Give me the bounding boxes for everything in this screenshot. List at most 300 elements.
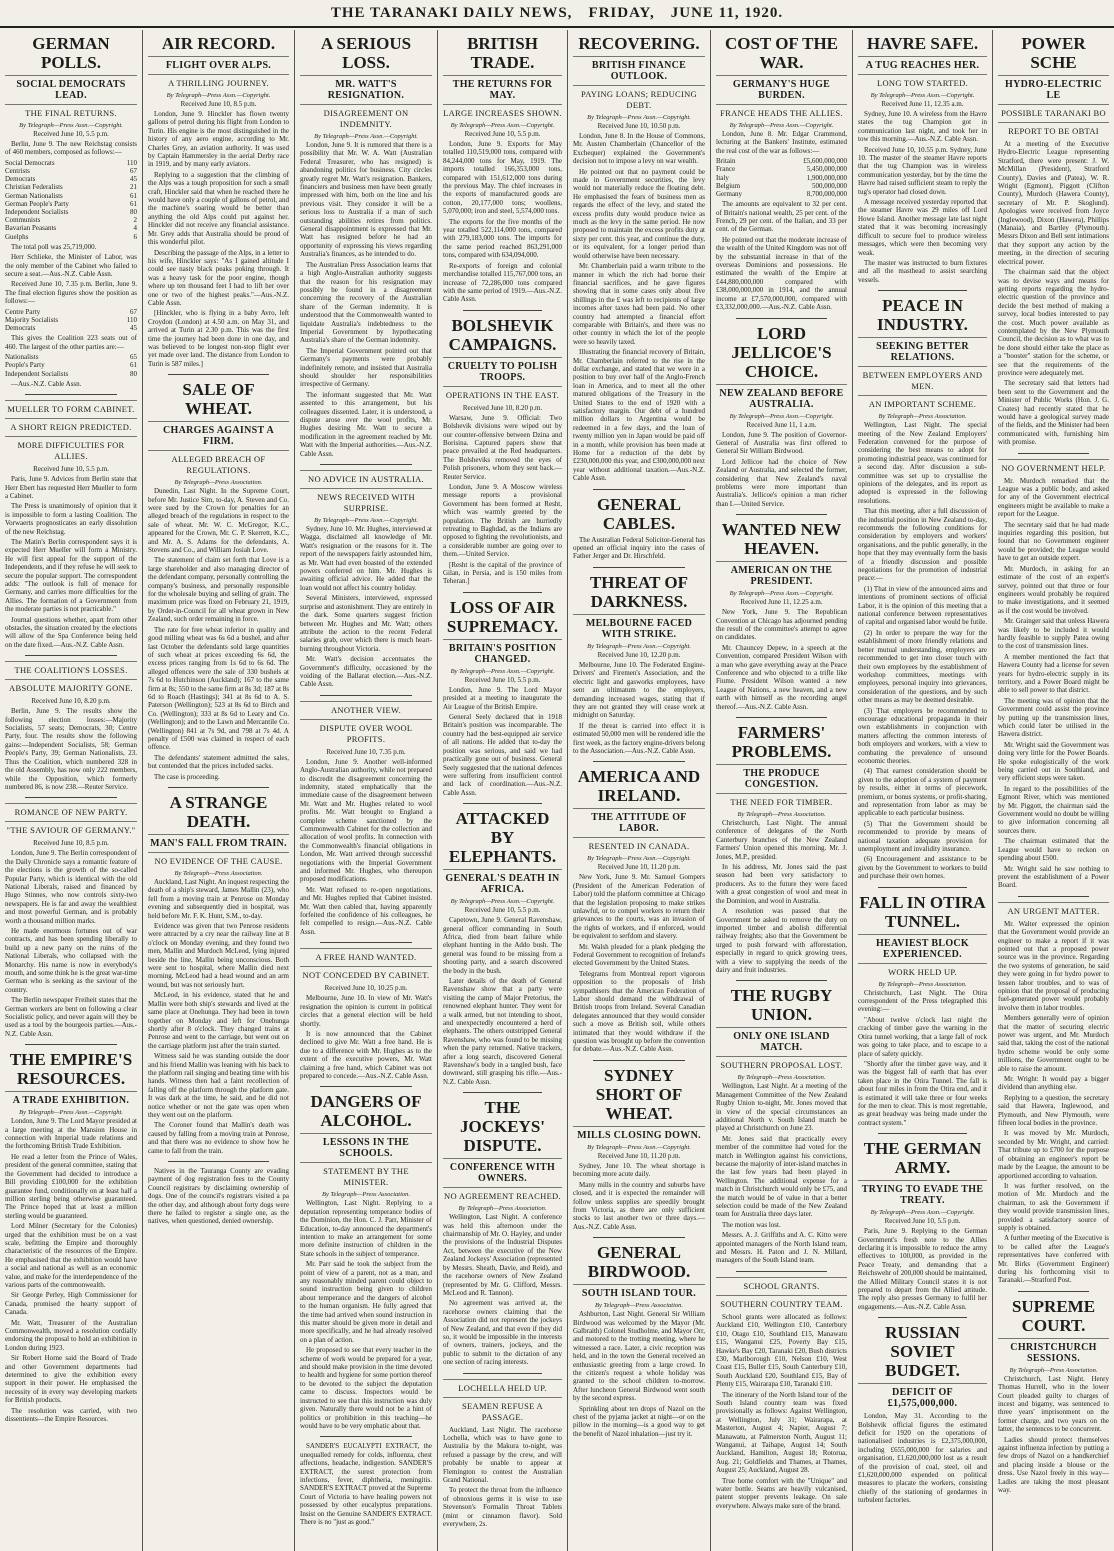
article-subheading: A SHORT REIGN PREDICTED. [5,418,137,433]
results-label: Christian Federalists [5,183,63,192]
article-divider [736,514,827,515]
article-paragraph: London, June 9. Another well-informed Anglo-Australian authority, while not prepared to discredit the disagreement concerning the indemnity, stated emphatically that the immediate cause of the disagreement between Mr. Watt and Mr. Hughes related to wool profits. Mr. Watt brought to England a complete scheme sanctioned by the Commonwealth Cabinet for the collection and allocation of wool profits. In connection with the Commonwealth's financial obligations in London, Mr. Watt arrived through successful negotiations with the Imperial Government and informed Mr. Hughes, who thereupon proposed modifications. [300,757,432,884]
article-subheading: SCHOOL GRANTS. [716,1277,847,1292]
article-subheading: STATEMENT BY THE MINISTER. [300,1162,432,1188]
article-subheading: THE RETURNS FOR MAY. [443,75,562,101]
results-value: £5,600,000,000 [803,157,847,166]
article [858,1139,987,1311]
article-body [443,686,562,797]
article-paragraph: He pointed out that no payment could be made in Government securities, the levy would not materially reduce the floating debt. He emphasised the fears of business men as regards the effect of the levy, and stated the excess profits duty would produce twice as much as the levy in the same period. He now proposed to maintain the excess profits duty at sixty per cent. this year, and continue the duty, or its equivalent, for a longer period than would otherwise have been necessary. [573,167,705,260]
article [300,1442,432,1526]
results-row [5,159,137,167]
article-byline: By Telegraph—Press Assn.—Copyright. [19,1109,123,1117]
article-byline: By Telegraph—Press Assn.—Copyright. [587,642,691,650]
article-subheading: RESENTED IN CANADA. [573,837,705,852]
article-paragraph: SANDER'S EUCALYPTI EXTRACT, the unequalled remedy for colds, influenza, chest affections, headache, indigestion. SANDER'S EXTRACT, the surest protection from infections, fever, diphtheria, meningitis. SANDER'S EXTRACT proved at the Supreme Court of Victoria to have healing powers not possessed by other eucalyptus preparations. Insist on the Genuine SANDER'S EXTRACT. There is no "just as good." [300,1442,432,1526]
article-divider [736,318,827,319]
article-subheading: TRYING TO EVADE THE TREATY. [858,1180,987,1206]
article-body [858,1412,987,1504]
article [858,296,987,881]
article [858,893,987,1128]
article-body [148,878,289,1155]
article-paragraph: The chairman estimated that the League would have to reckon on spending about £500. [998,837,1109,863]
column-4 [438,30,568,1551]
article [300,701,432,937]
article [148,34,289,368]
article-headline: THE EMPIRE'S RESOURCES. [9,1050,133,1089]
article [573,1243,705,1438]
results-row [716,190,847,198]
article-paragraph: A further meeting of the Executive is to be called after the League's representatives have conferred with Mr. Birks (Government Engineer) during his forthcoming visit to Taranaki.—Stratford Post. [998,1234,1109,1285]
article-body [858,989,987,1128]
results-value: 1,900,000,000 [806,173,847,182]
results-label: Centrists [5,167,30,176]
article-paragraph: At a meeting of the Executive Hydro-Electric League representing Stratford, there were present: J. W. McMillan (President), Stratford County), Davies and (Patea), W. R. Wright (Egmont), Piggott (Clifton County), Murdoch (Hawera County), secretary of Mr. P. Skoglund). Apologies were received from Joyce (Inglewood), Dixon (Hawera), Phillips (Manaia), and Bartley (Plymouth). Messrs Dixon and Bell sent intimations that they support any action by the meeting, in the direction of securing electrical power. [998,140,1109,266]
results-value: 65 [130,353,137,362]
article-byline: By Telegraph—Press Association. [737,1074,826,1082]
results-value: 6 [133,232,137,241]
results-row [5,224,137,232]
article-paragraph: McLeod, in his evidence, stated that he and Mallin were both ship's stewards and lived at the same place at Onehunga. They had been in town together on Monday and left for Onehunga shortly after 8 o'clock. They changed trains at Penrose and went to the carriage, but went out on the carriage platform just after the train started. [148,991,289,1050]
article-divider [878,1317,967,1318]
article-paragraph: Received June 10, 7.35 p.m. Berlin, June 9. The final election figures show the position as follows:— [5,280,137,306]
article-body [300,1199,432,1430]
column-5 [568,30,711,1551]
article-subheading: CRUELTY TO POLISH TROOPS. [443,357,562,383]
article-received-time: Received June 10, 5.5 p.m. [464,906,541,915]
article-subheading: LOCHELLA HELD UP. [443,1379,562,1394]
article-body [998,920,1109,1285]
article-paragraph: The informant suggested that Mr. Watt assented to this arrangement, but his colleagues dissented. Later, it is understood, a dispute arose over the wool profits, Mr. Hughes desiring Mr. Watt to secure a modification in the agreement reached by Mr. Watt with the Imperial authorities.—Aus.-N.Z. Cable Assn. [300,390,432,458]
article-divider [25,655,117,656]
results-row [5,183,137,191]
article-paragraph: It was further resolved, on the motion of Mr. Murdoch and the chairman, to ask the Government if they would provide transmission lines, provided a satisfactory source of supply is obtained. [998,1181,1109,1232]
article-paragraph: Natives in the Tauranga County are evading payment of dog registration fees to the County Council registrars by disclaiming ownership of dogs. One of the council's registrars visited a pa the other day, and although about forty dogs were there he failed to register a single one, as the natives, when questioned, denied ownership. [148,1167,289,1226]
article [716,1277,847,1510]
article-body [998,1375,1109,1495]
results-table [5,353,137,378]
article-body [716,608,847,711]
article-divider [320,942,412,943]
article-paragraph: Mr. Grainger said that unless Hawera was likely to be included it would hardly feasible to supply Patea owing to the cost of transmission lines. [998,617,1109,651]
article-subheading: CONFERENCE WITH OWNERS. [443,1158,562,1184]
article-headline: FALL IN OTIRA TUNNEL. [859,892,986,931]
article-paragraph: The case is proceeding. [154,772,220,781]
article-paragraph: The statement of claim set forth that Love is a large shareholder and also managing director of the defendant company, personally controlling the company's business, and personally responsible for the wholesale buying and selling of grain. The maximum price was fixed on February 21, 1919, by Order-in-Council for all wheat grown in New Zealand, such order remaining in force. [148,556,289,624]
article [573,34,705,483]
article-headline: RUSSIAN SOVIET BUDGET. [885,1323,960,1381]
article-paragraph: Mr. Wright said he saw nothing to prevent the establishment of a Power Board. [998,864,1109,890]
article-paragraph: Mr. Murdoch, in asking for an estimate of the cost of an expert's survey, pointed out that three or four engineers would probably be required to make investigations, and it seemed as if the cost would be involved. [998,564,1109,615]
article-paragraph: Describing the passage of the Alps, in a letter to his wife, Hinckler says: "As I gained altitude I could see nasty black peaks poking through. It was a heavy task for the poor engine, though where up ten thousand feet I had to lift her over one or two of the highest peaks."—Aus.-N.Z. Cable Assn. [148,248,289,307]
article-paragraph: No agreement was arrived at, the racehorse owners claiming that the Association did not represent the jockeys of New Zealand, and that even if they did so, it would be impossible in the interests of owners, trainers, jockeys, and the public to submit to the dictation of any one section of racing interests. [443,1299,562,1367]
article-paragraph: New York, June 9. The Republican Convention at Chicago has adjourned pending the result of the committee's attempt to agree on candidates. [716,608,847,642]
article [998,1297,1109,1495]
article [300,470,432,689]
article-headline: LOSS OF AIR SUPREMACY. [446,597,559,636]
article-subheading: PAYING LOANS; REDUCING DEBT. [573,85,705,111]
article-body [716,1082,847,1265]
article-subheading: NEWS RECEIVED WITH SURPRISE. [300,488,432,514]
article-byline: By Telegraph—Press Association. [174,870,263,877]
article-headline: BOLSHEVIK CAMPAIGNS. [448,315,557,354]
article-paragraph: Illustrating the financial recovery of Britain, Mr. Chamberlain referred to the rise in the dollar exchange, and stated that we were in a position to buy over half of the Anglo-French loan in America, and to meet all the other matured obligations of the Treasury in the United States to the end of 1920 with a satisfactory margin. Our debt of a hundred million dollars to Argentina would be redeemed in a few days, and the loan of twenty million yen in Japan would be paid off in a month, while provision has been made at Home for a reduction of the debt by £230,000,000 this year, and £300,000,000 next year without additional taxation.—Aus.-N.Z. Cable Assn. [573,348,705,483]
results-value: 67 [130,307,137,316]
results-label: Democrats [5,175,36,184]
results-label: Social Democrats [5,158,55,167]
article-byline: By Telegraph—Press Assn.—Copyright. [19,122,123,129]
article-paragraph: Mr. Chamberlain paid a warm tribute to the manner in which the rich had borne their financial sacrifices, and he gave figures showing that in some cases only about five shillings in the £ was left to recipients of large incomes after taxes had been paid. No other country had attempted a financial effort comparable with Britain's, and there was no other country in which the lot of the people were so heavily taxed. [573,262,705,346]
article-body [858,1227,987,1311]
article-headline: A STRANGE DEATH. [169,793,268,831]
results-value: 80 [130,369,137,378]
article [5,803,137,1038]
article-paragraph: Paris, June 9. Replying to the German Government's fresh note to the Allies declaring it is impossible to reduce the army effectives to 100,000, as provided in the Peace Treaty, and demanding that a Reichswehr of 200,000 should be maintained, the Allied Military Council states it is not prepared to depart from the Allied attitude. The reply also presses Germany to fulfil her engagements.—Aus.-N.Z. Cable Assn. [858,1227,987,1311]
article-paragraph: The Coroner found that Mallin's death was caused by falling from a moving train at Penrose, and that there was no evidence to show how he came to fall from the train. [148,1121,289,1155]
article-subheading: MUELLER TO FORM CABINET. [5,400,137,415]
article [300,948,432,1080]
article-subheading: A FREE HAND WANTED. [300,948,432,963]
article-divider [736,717,827,718]
article-paragraph: That this meeting, after a full discussion of the industrial position in New Zealand to-day, recommends the following conditions for consideration by employers and workers' organisations, and the public generally, in the hope that they may eventually form the basis of a friendly discussion and possible negotiations for the promotion of industrial peace:— [858,507,987,583]
article-divider [878,290,967,291]
column-8 [993,30,1114,1551]
results-value: 61 [130,191,137,200]
masthead-title: THE TARANAKI DAILY NEWS, [330,4,573,21]
article-paragraph: (4) That earnest consideration should be given to the adoption of a system of payment by results, either in terms of piecework, premium, or bonus systems, or profit-sharing, and representation from labor as may be applicable to each particular business. [858,767,987,818]
article-paragraph: Later details of the death of General Ravenshaw show that a party were visiting the camp of Major Pretorius, the renowned elephant hunter. They went for a walk armed, but not intending to shoot, and unexpectedly encountered a herd of elephants. The others outstripped General Ravenshaw, who was found to be missing when the party returned. Native trackers, after a long search, discovered General Ravenshaw's body in a tangled bush, face downward, still grasping his rifle.—Aus.-N.Z. Cable Assn. [443,976,562,1086]
results-label: Communists [5,216,41,225]
article-received-time: Received June 11, 12.25 a.m. [740,598,823,607]
article-paragraph: The master was instructed to burn fixtures and all the masthead to assist searching vessels. [858,258,987,284]
results-label: Independent Socialists [5,208,69,217]
results-label: Italy [716,173,729,182]
article-subheading: DISPUTE OVER WOOL PROFITS. [300,719,432,745]
masthead-day: FRIDAY, [588,4,655,21]
results-value: 8,700,000,000 [806,190,847,199]
results-table [5,159,137,241]
results-value: 61 [130,361,137,370]
article-subheading: POSSIBLE TARANAKI BO [998,104,1109,119]
article-body [573,873,705,1054]
article-paragraph: London, June 9. The Berlin correspondent of the Daily Chronicle says a romantic feature of the elections is the growth of the so-called Popular Party, which is identical with the old National Liberals, raised and financed by Hugo Stinnes, who now controls sixty-two newspapers. He is far and away the wealthiest and most powerful German, and is probably worth a thousand million marks. [5,849,137,925]
article-received-time: Received June 10, 5.5 p.m. [884,1217,961,1226]
article-paragraph: The defendants' statement admitted the sales, but contended that the prices included sacks. [148,753,289,771]
article-paragraph: London, June 8. Mr. Edgar Crammond, lecturing at the Bankers' Institute, estimated the real cost of the war as follows:— [716,130,847,155]
results-row [716,174,847,182]
article-received-time: Received June 10, 5.5 p.m. [464,130,541,138]
article-subheading: REPORT TO BE OBTAI [998,122,1109,137]
article-paragraph: Lord Jellicoe had the choice of New Zealand or Australia, and selected the former, considering that New Zealand's naval problems were more important than Australia's. Jellicoe's opinion a man richer than I.—United Service. [716,457,847,508]
article-subheading: BETWEEN EMPLOYERS AND MEN. [858,366,987,392]
article-body [573,132,705,483]
article-paragraph: The amounts are equivalent to 32 per cent. of Britain's national wealth, 25 per cent. of the French, 29 per cent. of the Italian, and 33 per cent. of the German. [716,200,847,234]
results-label: Bavarian Peasants [5,224,57,233]
results-value: 45 [130,324,137,333]
article-paragraph: Ladies should protect themselves against influenza infection by putting a few drops of Nazol on a handkerchief and placing inside a blouse or the dress. Use Nazol freely in this way—Ladies are taking the most pleasant way. [998,1435,1109,1495]
article-subheading: GENERAL'S DEATH IN AFRICA. [443,869,562,895]
article-paragraph: True home comfort with the "Unique" and water bottle. Seams are heavily vulcanised, patent stopper prevents leakage. On sale everywhere. Always make sure of the brand. [716,1476,847,1510]
article-paragraph: To protect the throat from the influence of obnoxious germs it is wise to use Stevenson's Formalin Throat Tablets (mint or cinnamon flavor). Sold everywhere, 2s. [443,1486,562,1529]
article-paragraph: The Berlin newspaper Freiheit states that the German workers are bent on following a clear Socialistic policy, and never again will they be used as a tool by the bourgeois parties.—Aus.-N.Z. Cable Assn. [5,996,137,1038]
article-paragraph: Melbourne, June 10. In view of Mr. Watt's resignation the opinion is current in political circles that a general election will be held shortly. [300,994,432,1028]
article-subheading: MILLS CLOSING DOWN. [573,1126,705,1141]
results-label: Britain [716,157,736,166]
article-byline: By Telegraph—Press Assn.—Copyright. [450,898,555,906]
article-body [443,916,562,1086]
results-row [5,353,137,361]
article-paragraph: "About twelve o'clock last night the cracking of timber gave the warning in the Otira tunnel working, that a large fall of rock was going to take place, and to escape to a place of safety quickly. [858,1015,987,1058]
article-paragraph: Replying to a suggestion that the climbing of the Alps was a tough proposition for such a small craft, Hinckler said that when he reached there he would have only a couple of gallons of petrol, and the machine's soaring would be better than anything the old Alps could put against her. Hinckler did not receive any financial assistance. Mr. Grey adds that Australia should be proud of this wonderful pilot. [148,170,289,247]
article-headline: FARMERS' PROBLEMS. [731,723,832,762]
article-byline: By Telegraph—Press Association. [878,980,967,988]
article-headline: WANTED NEW HEAVEN. [721,520,842,559]
article-divider [593,489,685,490]
article [300,1092,432,1430]
article-body [858,110,987,284]
article-subheading: A THRILLING JOURNEY. [148,74,289,89]
article-paragraph: The secretary said that he had made inquiries regarding this position, but found that no Government engineer would be provided; the League would have to get an outside expert. [998,520,1109,563]
article-headline: GENERAL CABLES. [596,494,682,533]
results-row [5,324,137,332]
article-headline: GERMAN POLLS. [32,34,110,72]
results-label: Guelphs [5,232,29,241]
results-label: German People's Party [5,199,69,208]
article-subheading: NEW ZEALAND BEFORE AUSTRALIA. [716,384,847,410]
results-value: 21 [130,183,137,192]
article-paragraph: The exports for the five months of the year totalled 522,114,000 tons, compared with 279,183,000 tons. The imports for the same period reached 863,291,000 tons, compared with 634,094,000. [443,217,562,260]
results-value: 67 [130,167,137,176]
article [443,1098,562,1366]
article-headline: SALE OF WHEAT. [182,380,255,419]
article-paragraph: Sydney, June 10. The wheat shortage is becoming more acute daily. [573,1161,705,1179]
article-divider [320,695,412,696]
article-paragraph: Members generally were of opinion that the matter of securing electric power was urgent, and Mr. Murdoch said that, taking the cost of the national hydro scheme would be only some millions, the Government ought to be able to raise the amount. [998,1014,1109,1073]
article-paragraph: The secretary said that letters had been sent to the Government and the Minister of Public Works (Hon. J. G. Coates) had recently stated that he would have a geological survey made of the fields, and the Minister had been communicated with, furnishing him with promise. [998,379,1109,447]
article-received-time: Received June 10, 10.50 p.m. [597,122,681,130]
article [148,1167,289,1226]
article [5,1050,137,1423]
article-paragraph: Mr. Wright said the Government was doing very little for the Power Boards. He spoke eulogistically of the work being carried out in Southland, and very efficient steps were taken. [998,740,1109,783]
article-byline: By Telegraph—Press Association. [458,1205,547,1213]
article-received-time: Received June 10, 5.5 p.m. [464,675,541,684]
article-headline: AIR RECORD. [161,34,276,53]
article-received-time: Received June 10, 11.20 p.m. [597,863,681,872]
article-divider [25,394,117,395]
article-paragraph: A resolution was passed that the Government be asked to remove the duty on imported timber and abolish differential railway freights; also that the Government be urged to push forward with afforestation, especially in regard to quick growing trees, with a view to supplying the needs of the dairy and fruit industries. [716,907,847,974]
article-paragraph: Journal questions whether, apart from other obstacles, the situation created by the elections will allow of the Spa Conference being held on the date fixed.—Aus.-N.Z. Cable Assn. [5,615,137,649]
article-divider [463,592,542,593]
article-body [300,525,432,689]
results-label: People's Party [5,361,45,370]
article-paragraph: He read a letter from the Prince of Wales, president of the general committee, stating that the Government had decided to introduce a Bill providing £100,000 for the exhibition guarantee fund, conditionally on at least half a million sterling being otherwise guaranteed. The Prince hoped that at least a million sterling would be guaranteed. [5,1152,137,1220]
article-subheading: HEAVIEST BLOCK EXPERIENCED. [858,934,987,960]
article-byline: By Telegraph—Press Assn.—Copyright. [587,1143,691,1151]
article-paragraph: Evidence was given that two Penrose residents were attracted by a cry near the railway line at 8 o'clock on Monday evening, and they found two men, Mallin and Murdoch McLeod, lying injured beside the line, Mallin being unconscious. Both were sent to hospital, where Mallin died next morning. McLeod had a head wound and an arm wound, but was not seriously hurt. [148,922,289,989]
article-divider [593,1237,685,1238]
article [716,723,847,974]
results-value: 110 [126,158,137,167]
article-paragraph: The resolution was carried, with two dissentients—the Empire Resources. [5,1406,137,1424]
article-paragraph: Several Ministers, interviewed, expressed surprise and astonishment. They are entirely in the dark. Some quarters suggest friction between Mr. Hughes and Mr. Watt; others attribute the action to the recent Federal salaries grab, over which there is much heart-burning throughout Victoria. [300,594,432,653]
article-paragraph: Christchurch, Last Night. The Otira correspondent of the Press telegraphed this evening:— [858,988,987,1014]
article-headline: SUPREME COURT. [1011,1296,1096,1335]
results-label: Independent Socialists [5,369,69,378]
article-divider [593,567,685,568]
results-value: 80 [130,208,137,217]
article-paragraph: Capetown, June 9. General Ravenshaw, general officer commanding in South Africa, died from heart failure while elephant hunting in the Addo bush. The general was found to be missing from a shooting party, and a search discovered the body in the bush. [443,916,562,975]
article-byline: By Telegraph—Press Assn.—Copyright. [729,590,834,598]
article-paragraph: Christchurch, Last Night. Henry Thomas Hurrell, who in the lower Court pleaded guilty to charges of incest and bigamy, was sentenced to three years' imprisonment on the former charge, and two years on the latter, the sentences to be concurrent. [998,1374,1109,1434]
results-value: 110 [126,315,137,324]
article-subheading: SOUTHERN PROPOSAL LOST. [716,1056,847,1071]
article-paragraph: In regard to the possibilities of the Egmont River, which was mentioned by Mr. Piggott, the chairman said the Government would no doubt be willing to give information concerning all sources there. [998,784,1109,835]
article [300,34,432,458]
article-byline: By Telegraph—Press Association. [1009,1366,1098,1374]
article [998,34,1109,447]
article-headline: PEACE IN INDUSTRY. [877,296,968,335]
article-paragraph: London, June 8. In the House of Commons, Mr. Austen Chamberlain (Chancellor of the Exchequer) explained the Government's decision not to impose a levy on war wealth. [573,132,705,166]
article-headline: RECOVERING. [578,34,700,53]
article-subheading: THE ATTITUDE OF LABOR. [573,808,705,834]
article-body [300,758,432,937]
results-row [716,165,847,173]
results-row [5,308,137,316]
article [573,495,705,561]
article-paragraph: Auckland, Last Night. The racehorse Lochella, which was to have gone to Australia by the Makura to-night, was refused a passage by the crew, and will probably be unable to appear at Flemington to contest the Australian Grand National. [443,1425,562,1484]
article-divider [463,1373,542,1374]
article-divider [1018,896,1089,897]
article-headline: A SERIOUS LOSS. [320,34,412,72]
article-subheading: AN URGENT MATTER. [998,902,1109,917]
article-divider [736,1271,827,1272]
article-subheading: LESSONS IN THE SCHOOLS. [300,1133,432,1159]
article-subheading: AMERICAN ON THE PRESIDENT. [716,561,847,587]
results-row [5,316,137,324]
article-paragraph: A member mentioned the fact that Hawera County had a license for seven years for hydro-electric supply in its territory, and a Power Board might be able to sell power to that district. [998,652,1109,695]
article-paragraph: [Resht is the capital of the province of Gilan, in Persia, and is 150 miles from Teheran.] [443,560,562,586]
results-label: Nationalists [5,353,39,362]
article-divider [593,761,685,762]
results-label: Germany [716,190,743,199]
article-body [573,536,705,561]
article-subheading: THE NEED FOR TIMBER. [716,793,847,808]
article-paragraph: (5) That the Government should be recommended to provide by means of national taxation adequate provision for unemployment and invalidity insurance. [858,819,987,854]
article-subheading: MAN'S FALL FROM TRAIN. [148,834,289,849]
article-subheading: MELBOURNE FACED WITH STRIKE. [573,614,705,640]
article-paragraph: Berlin, June 9. The new Reichstag consists of 460 members, composed as follows:— [5,140,137,157]
article-paragraph: The Matin's Berlin correspondent says it is expected Herr Mueller will form a Ministry. He will first appeal for the support of the Independents, and if they refuse he will seek to secure the popular support. The correspondent adds: "The outlook is full of menace for Germany, and carries more difficulties for the Allies. The formation of a Government from the moderate parties is not practicable." [5,537,137,614]
article-body [5,707,137,791]
results-value: 45 [130,175,137,184]
article-byline: By Telegraph—Press Assn.—Copyright. [450,667,555,675]
article-paragraph: The meeting was of opinion that the Government could assist the province by putting up the transmission lines, which could later be utilised in the Hawera district. [998,696,1109,739]
article [858,34,987,284]
article-paragraph: Sydney, June 10. Mr. Hughes, interviewed at Wagga, disclaimed all knowledge of Mr. Watt's resignation or the reasons for it. The report of the newspapers fairly astounded him, as Mr. Watt had even boasted of the extended powers conferred on him. Mr. Hughes is awaiting official advice. He added that the loan would not affect his country holiday. [300,525,432,592]
article-received-time: Received June 10, 5.5 p.m. [33,465,109,474]
article-body [300,1442,432,1526]
article-subheading: CHARGES AGAINST A FIRM. [148,421,289,447]
article-paragraph: Mr. Walter expressed the opinion that the Government would provide an engineer to make a report if it was pointed out that a proposed power source was in the province. Regarding the two systems of generation, he said they were going in for hydro power to lessen labor troubles, and to was of opinion that the proposal of producing fuel-generated power would probably involve them in labor troubles. [998,919,1109,1012]
article-paragraph: School grants were allocated as follows: Auckland £10, Wellington £10, Canterbury £10, Otago £10, Southland £15, Manawatu £15, Wanganui £25, Poverty Bay £15, Hawke's Bay £20, Taranaki £20, Bush districts £30, Marlborough £10, Nelson £10, West Coast £15, Buller £15, South Canterbury £10, South Auckland £20, Southland £15, Bay of Plenty £15, Wairarapa £10, Taranaki £10. [716,1312,847,1389]
results-row [5,370,137,378]
article-body [443,1213,562,1366]
results-label: German Nationalists [5,191,63,200]
article-subheading: FRANCE HEADS THE ALLIES. [716,104,847,119]
article-headline: LORD JELLICOE'S CHOICE. [731,323,832,381]
results-row [5,233,137,241]
article-divider [25,797,117,798]
columns [0,30,1114,1551]
article-headline: COST OF THE WAR. [724,34,839,72]
article-subheading: LARGE INCREASES SHOWN. [443,104,562,119]
article-byline: By Telegraph—Press Assn.—Copyright. [314,517,418,525]
article-subheading: SEAMEN REFUSE A PASSAGE. [443,1397,562,1423]
article [443,34,562,304]
article-subheading: LONG TOW STARTED. [858,74,987,89]
article-paragraph: The Imperial Government pointed out that Germany's payments were probably indefinitely remote, and insisted that Australia should shoulder her responsibilities irrespective of Germany. [300,346,432,389]
article-paragraph: London, June 9. The Lord Mayor presided at a meeting to inaugurate the Air League of the British Empire. [443,685,562,711]
article-paragraph: [Hinckler, who is flying in a baby Avro, left Croydon (London) at 4.50 a.m. on May 31, and arrived at Turin at 2.30 p.m. This was the first time the journey had been done in one day, and was believed to be longest non-stop flight ever yet made over land. The distance from London to Turin is 587 miles.] [148,309,289,368]
article-subheading: FLIGHT OVER ALPS. [148,56,289,71]
article-paragraph: Wellington, Last Night. At a meeting of the Management Committee of the New Zealand Rugby Union to-night, Mr. Jones moved that in view of the special circumstances an additional North v. South Island match be played at Christchurch on June 23. [716,1082,847,1133]
article [148,793,289,1155]
article-subheading: ALLEGED BREACH OF REGULATIONS. [148,450,289,476]
results-row [5,167,137,175]
article-divider [320,464,412,465]
article-paragraph: The itinerary of the North Island tour of the South Island country team was fixed provisionally as follows: Against Wellington, at Wellington, July 31; Wairarapa, at Masterton, August 4; Napier, August 7; Manawatu, at Palmerston North, August 11; Wanganui, at Taihape, August 14; South Auckland, Hamilton, August 18; Rotorua, Aug. 21; Goldfields and Thames, at Thames, August 25; Auckland, August 28. [716,1390,847,1475]
article-received-time: Received June 10, 8.5 p.m. [33,839,109,848]
article-paragraph: Mr. Murdoch remarked that the League was a public body, and asked for any of the Government electrical engineers might be available to make a report for the League. [998,476,1109,519]
article-paragraph: Replying to a question, the secretary said that Hawera, Inglewood, and Plymouth, and New Plymouth, were fifteen local bodies in the province. [998,1093,1109,1128]
article-subheading: NOT CONCEDED BY CABINET. [300,966,432,981]
article-subheading: SOUTH ISLAND TOUR. [573,1284,705,1299]
article [858,1323,987,1504]
results-value: 5,450,000,000 [806,165,847,174]
article-paragraph: Sydney, June 10. A wireless from the Havre states the tug Champion got in communication last night, and took her in tow this morning.—Aus.-N.Z. Cable Assn. [858,110,987,144]
article-subheading: "THE SAVIOUR OF GERMANY." [5,821,137,836]
article-paragraph: New York, June 9. Mr. Samuel Gompers (President of the American Federation of Labor) told the platform committee at Chicago that the legislation proposing to make strikes unlawful, or to compel workers to return their grievances to the courts, was an invasion of the rights of workers, and if enforced, would be equivalent to serfdom and slavery. [573,873,705,941]
article-headline: DANGERS OF ALCOHOL. [310,1092,422,1131]
article-paragraph: The chairman said that the object was to devise ways and means for getting reports regarding the hydro-electric question of the province and decide the best method of making a survey, local bodies interested to pay the cost. Much power available as contemplated by the New Plymouth Council, the decision as to what was to be done should either take the place as a "booster" station for the scheme, or see that the requirements of the province were adequately met. [998,268,1109,377]
results-label: Majority Socialists [5,315,59,324]
article [573,767,705,1054]
article-paragraph: In his address, Mr. Jones said the past season had been very satisfactory to producers. As to the future they were faced with a great congestion of wool and meat in the Dominion, and wool in Australia. [716,863,847,905]
article-received-time: Received June 10, 10.25 p.m. [324,984,408,993]
article-divider [1018,453,1089,454]
article-paragraph: Wellington, Last Night. The special meeting of the New Zealand Employers' Federation convened for the purpose of considering the best means to adopt for promoting industrial peace, was continued for a second day. After discussion a sub-committee was set up to crystallise the opinions of the delegates, and its report as adopted is expressed in the following resolutions. [858,421,987,505]
article-received-time: Received June 10, 11.20 p.m. [597,1151,681,1160]
article-paragraph: Wellington, Last Night. Replying to a deputation representing temperance bodies of the Dominion, the Hon. C. J. Parr, Minister of Education, to-day announced the department's intention to make an arrangement for some more definite instruction of children in the State schools in the subject of temperance. [300,1199,432,1258]
article-body [148,487,289,781]
article-received-time: Received June 11, 12.35 a.m. [881,100,964,108]
article-headline: THE JOCKEYS' DISPUTE. [459,1098,546,1156]
article-paragraph: Messrs. A. J. Griffiths and A. C. Kitto were appointed managers of the North Island team, and Messrs. H. Paton and J. N. Millard, managers of the South Island team. [716,1231,847,1265]
article-subheading: ONLY ONE ISLAND MATCH. [716,1027,847,1053]
article-paragraph: Witness said he was standing outside the door and his friend Mallin was leaning with his back to the platform rail singing and beating time with his hands. Witness then had a faint recollection of falling off the platform through the platform gate. It was dark at the time, he said, and he did not notice whether or not the gate was open when they went out on the platform. [148,1052,289,1119]
article-paragraph: Dunedin, Last Night. In the Supreme Court, before Mr. Justice Sim, to-day, A. Steven and Co. were sued by the Crown for penalties for an alleged breach of the regulations in respect to the sale of wheat. Mr. W. C. McGregor, K.C., appeared for the Crown, Mr. C. P. Skerrett, K.C., and Mr. A. S. Adams for the defendants, A. Stevens and Co., and William Josiah Love. [148,487,289,555]
article-paragraph: Sir George Perley, High Commissioner for Canada, promised the hearty support of Canada. [5,1291,137,1317]
article-divider [168,787,269,788]
results-value: 2 [133,216,137,225]
article-paragraph: Mr. Watt, Treasurer of the Australian Commonwealth, moved a resolution cordially endorsing the proposal to hold an exhibition in London during 1923. [5,1318,137,1352]
article-body [300,141,432,458]
results-label: Democrats [5,324,36,333]
article-body [148,1167,289,1226]
article-body [716,819,847,974]
article-byline: By Telegraph—Press Assn.—Copyright. [166,92,271,99]
article-paragraph: It is now announced that the Cabinet declined to give Mr. Watt a free hand. He is due to a difference with Mr. Hughes as to the extent of the executive powers, Mr. Watt claiming a free hand, which Cabinet was not prepared to concede.—Aus.-N.Z. Cable Assn. [300,1029,432,1080]
